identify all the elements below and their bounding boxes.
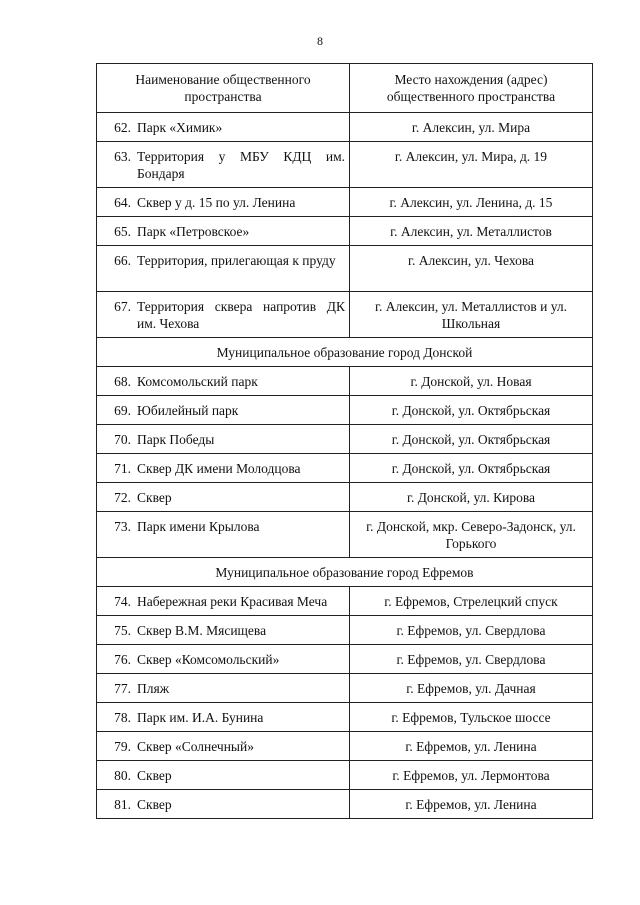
row-number: 77. bbox=[114, 681, 131, 696]
place-name: Сквер В.М. Мясищева bbox=[137, 623, 267, 638]
address-cell bbox=[350, 367, 593, 396]
name-cell bbox=[97, 616, 350, 645]
name-cell bbox=[97, 367, 350, 396]
place-address: г. Ефремов, ул. Дачная bbox=[406, 681, 536, 696]
name-cell bbox=[97, 246, 350, 292]
row-number: 75. bbox=[114, 623, 131, 638]
place-address: г. Донской, ул. Новая bbox=[410, 374, 532, 389]
row-number: 74. bbox=[114, 594, 131, 609]
address-cell bbox=[350, 761, 593, 790]
place-address: г. Алексин, ул. Мира, д. 19 bbox=[394, 149, 548, 164]
table-row bbox=[97, 674, 593, 703]
row-number: 73. bbox=[114, 519, 131, 534]
table-row bbox=[97, 142, 593, 188]
name-cell-content bbox=[97, 188, 349, 215]
name-cell bbox=[97, 790, 350, 819]
row-number: 63. bbox=[114, 149, 131, 164]
table-header-row bbox=[97, 64, 593, 113]
row-number: 79. bbox=[114, 739, 131, 754]
name-cell bbox=[97, 645, 350, 674]
place-name: Парк имени Крылова bbox=[137, 519, 260, 534]
place-address: г. Донской, ул. Октябрьская bbox=[391, 461, 551, 476]
name-cell bbox=[97, 732, 350, 761]
place-address: г. Донской, мкр. Северо-Задонск, ул. Горького bbox=[366, 519, 576, 551]
place-name: Сквер у д. 15 по ул. Ленина bbox=[137, 195, 296, 210]
place-address: г. Ефремов, ул. Ленина bbox=[405, 797, 537, 812]
name-cell bbox=[97, 454, 350, 483]
name-cell-content bbox=[97, 790, 349, 817]
place-address: г. Донской, ул. Октябрьская bbox=[391, 403, 551, 418]
name-cell bbox=[97, 217, 350, 246]
address-cell bbox=[350, 483, 593, 512]
row-number: 78. bbox=[114, 710, 131, 725]
address-cell bbox=[350, 732, 593, 761]
row-number: 76. bbox=[114, 652, 131, 667]
row-number: 62. bbox=[114, 120, 131, 135]
section-title: Муниципальное образование город Донской bbox=[97, 338, 593, 367]
header-address: Место нахождения (адрес) общественного пространства bbox=[350, 64, 593, 113]
table-row bbox=[97, 217, 593, 246]
name-cell bbox=[97, 512, 350, 558]
name-cell bbox=[97, 703, 350, 732]
address-cell bbox=[350, 142, 593, 188]
place-address: г. Донской, ул. Октябрьская bbox=[391, 432, 551, 447]
name-cell-content bbox=[97, 396, 349, 423]
public-spaces-table bbox=[96, 63, 593, 819]
name-cell-content bbox=[97, 246, 349, 273]
table-row bbox=[97, 454, 593, 483]
name-cell bbox=[97, 761, 350, 790]
name-cell bbox=[97, 587, 350, 616]
row-number: 68. bbox=[114, 374, 131, 389]
name-cell bbox=[97, 674, 350, 703]
page-number: 8 bbox=[317, 34, 323, 48]
name-cell-content bbox=[97, 292, 349, 336]
name-cell bbox=[97, 142, 350, 188]
address-cell bbox=[350, 454, 593, 483]
place-name: Парк «Петровское» bbox=[137, 224, 250, 239]
place-address: г. Ефремов, ул. Свердлова bbox=[396, 652, 546, 667]
row-number: 66. bbox=[114, 253, 131, 268]
place-address: г. Алексин, ул. Мира bbox=[411, 120, 531, 135]
row-number: 70. bbox=[114, 432, 131, 447]
name-cell bbox=[97, 113, 350, 142]
table-body bbox=[97, 113, 593, 819]
place-address: г. Ефремов, ул. Лермонтова bbox=[392, 768, 550, 783]
section-title: Муниципальное образование город Ефремов bbox=[97, 558, 593, 587]
place-name: Парк Победы bbox=[137, 432, 215, 447]
place-name: Парк «Химик» bbox=[137, 120, 223, 135]
place-address: г. Алексин, ул. Ленина, д. 15 bbox=[389, 195, 553, 210]
name-cell-content bbox=[97, 616, 349, 643]
name-cell-content bbox=[97, 761, 349, 788]
address-cell bbox=[350, 587, 593, 616]
place-address: г. Алексин, ул. Чехова bbox=[407, 253, 535, 268]
place-name: Набережная реки Красивая Меча bbox=[137, 594, 328, 609]
table-row bbox=[97, 587, 593, 616]
header-name: Наименование общественного пространства bbox=[97, 64, 350, 113]
address-cell bbox=[350, 425, 593, 454]
address-cell bbox=[350, 292, 593, 338]
place-address: г. Алексин, ул. Металлистов bbox=[390, 224, 552, 239]
section-row bbox=[97, 338, 593, 367]
place-address: г. Ефремов, ул. Свердлова bbox=[396, 623, 546, 638]
table-row bbox=[97, 396, 593, 425]
place-address: г. Донской, ул. Кирова bbox=[406, 490, 536, 505]
table-row bbox=[97, 790, 593, 819]
row-number: 81. bbox=[114, 797, 131, 812]
name-cell-content bbox=[97, 454, 349, 481]
table-row bbox=[97, 616, 593, 645]
place-address: г. Ефремов, ул. Ленина bbox=[405, 739, 537, 754]
place-address: г. Ефремов, Тульское шоссе bbox=[391, 710, 551, 725]
row-number: 67. bbox=[114, 299, 131, 314]
table-row bbox=[97, 246, 593, 292]
table-row bbox=[97, 732, 593, 761]
table-row bbox=[97, 761, 593, 790]
name-cell-content bbox=[97, 732, 349, 759]
place-name: Сквер bbox=[137, 797, 172, 812]
name-cell-content bbox=[97, 512, 349, 539]
place-name: Пляж bbox=[137, 681, 170, 696]
place-address: г. Алексин, ул. Металлистов и ул. Школьная bbox=[374, 299, 568, 331]
address-cell bbox=[350, 645, 593, 674]
address-cell bbox=[350, 512, 593, 558]
name-cell-content bbox=[97, 367, 349, 394]
name-cell-content bbox=[97, 674, 349, 701]
address-cell bbox=[350, 674, 593, 703]
name-cell-content bbox=[97, 142, 349, 186]
place-address: г. Ефремов, Стрелецкий спуск bbox=[384, 594, 558, 609]
place-name: Комсомольский парк bbox=[137, 374, 258, 389]
address-cell bbox=[350, 246, 593, 292]
row-number: 71. bbox=[114, 461, 131, 476]
place-name: Сквер bbox=[137, 768, 172, 783]
table-row bbox=[97, 645, 593, 674]
name-cell bbox=[97, 425, 350, 454]
address-cell bbox=[350, 188, 593, 217]
place-name: Территория у МБУ КДЦ им. Бондаря bbox=[137, 149, 345, 181]
place-name: Юбилейный парк bbox=[137, 403, 239, 418]
address-cell bbox=[350, 703, 593, 732]
name-cell-content bbox=[97, 217, 349, 244]
name-cell-content bbox=[97, 113, 349, 140]
table-row bbox=[97, 367, 593, 396]
row-number: 72. bbox=[114, 490, 131, 505]
address-cell bbox=[350, 396, 593, 425]
table-row bbox=[97, 292, 593, 338]
name-cell bbox=[97, 483, 350, 512]
name-cell-content bbox=[97, 703, 349, 730]
name-cell-content bbox=[97, 587, 349, 614]
place-name: Сквер bbox=[137, 490, 172, 505]
place-name: Территория, прилегающая к пруду bbox=[137, 253, 336, 268]
row-number: 64. bbox=[114, 195, 131, 210]
address-cell bbox=[350, 217, 593, 246]
table-row bbox=[97, 512, 593, 558]
table-row bbox=[97, 703, 593, 732]
name-cell-content bbox=[97, 425, 349, 452]
name-cell-content bbox=[97, 483, 349, 510]
name-cell bbox=[97, 292, 350, 338]
row-number: 69. bbox=[114, 403, 131, 418]
table-row bbox=[97, 113, 593, 142]
address-cell bbox=[350, 113, 593, 142]
row-number: 80. bbox=[114, 768, 131, 783]
row-number: 65. bbox=[114, 224, 131, 239]
name-cell-content bbox=[97, 645, 349, 672]
section-row bbox=[97, 558, 593, 587]
place-name: Сквер «Солнечный» bbox=[137, 739, 254, 754]
place-name: Сквер ДК имени Молодцова bbox=[137, 461, 301, 476]
table-row bbox=[97, 425, 593, 454]
place-name: Территория сквера напротив ДК им. Чехова bbox=[137, 299, 345, 331]
table-row bbox=[97, 483, 593, 512]
place-name: Парк им. И.А. Бунина bbox=[137, 710, 264, 725]
name-cell bbox=[97, 188, 350, 217]
name-cell bbox=[97, 396, 350, 425]
address-cell bbox=[350, 616, 593, 645]
address-cell bbox=[350, 790, 593, 819]
table-row bbox=[97, 188, 593, 217]
place-name: Сквер «Комсомольский» bbox=[137, 652, 280, 667]
